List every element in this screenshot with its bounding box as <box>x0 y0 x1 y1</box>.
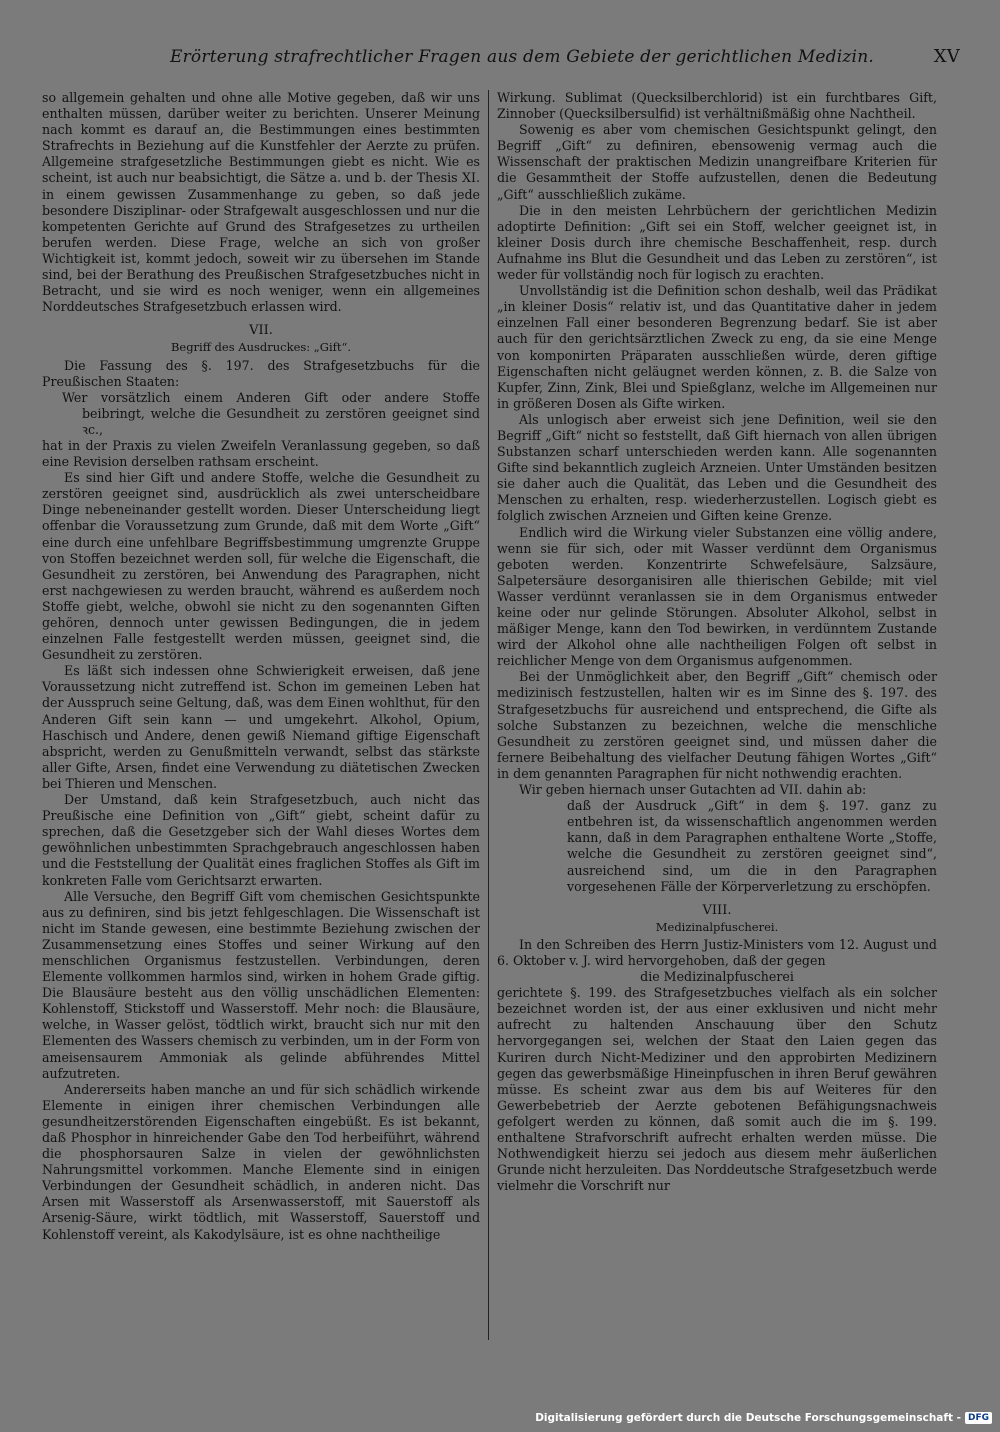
paragraph: hat in der Praxis zu vielen Zweifeln Veranlassung gegeben, so daß eine Revision derselben rathsam erscheint. <box>42 437 480 470</box>
paragraph: Endlich wird die Wirkung vieler Substanzen eine völlig andere, wenn sie für sich, oder mit Wasser verdünnt dem Organismus geboten werden. Konzentrirte Schwefelsäure, Salzsäure, Salpetersäure desorganisiren alle thierischen Gebilde; mit viel Wasser verdünnt veranlassen sie in dem Organismus entweder keine oder nur gelinde Störungen. Absoluter Alkohol, selbst in mäßiger Menge, kann den Tod bewirken, in verdünntem Zustande wird der Alkohol ohne alle nachtheiligen Folgen oft selbst in reichlicher Menge von dem Organismus aufgenommen. <box>497 524 937 669</box>
paragraph: Sowenig es aber vom chemischen Gesichtspunkt gelingt, den Begriff „Gift“ zu definiren, ebensowenig vermag auch die Wissenschaft der praktischen Medizin unangreifbare Kriterien für die Gesammtheit der Stoffe aufzustellen, denen die Bedeutung „Gift“ ausschließlich zukäme. <box>497 122 937 202</box>
quotation: Wer vorsätzlich einem Anderen Gift oder andere Stoffe beibringt, welche die Gesundheit zu zerstören geeignet sind ꝛc., <box>62 389 480 437</box>
paragraph: Bei der Unmöglichkeit aber, den Begriff „Gift“ chemisch oder medizinisch festzustellen, halten wir es im Sinne des §. 197. des Strafgesetzbuchs für ausreichend und entsprechend, die Gifte als solche Substanzen zu bezeichnen, welche die menschliche Gesundheit zu zerstören geeignet sind, und müssen daher die fernere Beibehaltung des vielfacher Deutung fähigen Wortes „Gift“ in dem genannten Paragraphen für nicht nothwendig erachten. <box>497 669 937 781</box>
running-head <box>170 46 960 67</box>
section-number: VII. <box>249 323 273 339</box>
paragraph: Es läßt sich indessen ohne Schwierigkeit erweisen, daß jene Voraussetzung nicht zutreffend ist. Schon im gemeinen Leben hat der Ausspruch seine Geltung, daß, was dem Einen wohlthut, für den Anderen Gift sein kann — und umgekehrt. Alkohol, Opium, Haschisch und Andere, denen gewiß Niemand giftige Eigenschaft abspricht, werden zu Genußmitteln verwandt, selbst das stärkste aller Gifte, Arsen, findet eine Verwendung zu diätetischen Zwecken bei Thieren und Menschen. <box>42 663 480 791</box>
paragraph: Wir geben hiernach unser Gutachten ad VII. dahin ab: <box>519 782 867 798</box>
paragraph: gerichtete §. 199. des Strafgesetzbuches vielfach als ein solcher bezeichnet worden ist, der aus einer exklusiven und nicht mehr aufrecht zu haltenden Anschauung über den Schutz hervorgegangen sei, welchen der Staat den Laien gegen das Kuriren durch Nicht-Mediziner und den approbirten Medizinern gegen das gewerbsmäßige Hineinpfuschen in ihren Beruf gewähren müsse. Es scheint zwar aus dem bis auf Weiteres für den Gewerbebetrieb der Aerzte gebotenen Befähigungsnachweis gefolgert werden zu können, daß somit auch die im §. 199. enthaltene Strafvorschrift aufrecht erhalten werden müsse. Die Nothwendigkeit hierzu sei jedoch aus diesem mehr äußerlichen Grunde nicht herzuleiten. Das Norddeutsche Strafgesetzbuch werde vielmehr die Vorschrift nur <box>497 985 937 1194</box>
paragraph: Als unlogisch aber erweist sich jene Definition, weil sie den Begriff „Gift“ nicht so feststellt, daß Gift hiernach von allen übrigen Substanzen scharf unterschieden werden kann. Alle sogenannten Gifte sind bekanntlich zugleich Arzneien. Unter Umständen besitzen sie daher auch die Qualität, das Leben und die Gesundheit des Menschen zu erhalten, resp. wiederherzustellen. Logisch giebt es folglich zwischen Arzneien und Giften keine Grenze. <box>497 411 937 524</box>
paragraph: Alle Versuche, den Begriff Gift vom chemischen Gesichtspunkte aus zu definiren, sind bis jetzt fehlgeschlagen. Die Wissenschaft ist nicht im Stande gewesen, eine bestimmte Beziehung zwischen der Zusammensetzung eines Stoffes und seiner Wirkung auf den menschlichen Organismus festzustellen. Verbindungen, deren Elemente vollkommen harmlos sind, wirken in hohem Grade giftig. Die Blausäure besteht aus den völlig unschädlichen Elementen: Kohlenstoff, Stickstoff und Wasserstoff. Mehr noch: die Blausäure, welche, in Wasser gelöst, tödtlich wirkt, braucht sich nur mit den Elementen des Wassers chemisch zu verbinden, um in der Form von ameisensaurem Ammoniak als gelinde abführendes Mittel aufzutreten. <box>42 888 480 1081</box>
column-divider <box>488 90 489 1340</box>
left-column <box>42 90 480 1243</box>
running-title: Erörterung strafrechtlicher Fragen aus dem Gebiete der gerichtlichen Medizin. <box>170 47 874 67</box>
paragraph: In den Schreiben des Herrn Justiz-Ministers vom 12. August und 6. Oktober v. J. wird hervorgehoben, daß der gegen <box>497 936 937 968</box>
centered-heading-line: die Medizinalpfuscherei <box>640 969 794 985</box>
digitization-credit <box>535 1412 992 1424</box>
opinion-text: daß der Ausdruck „Gift“ in dem §. 197. ganz zu entbehren ist, da wissenschaftlich angenommen werden kann, daß in dem Paragraphen enthaltene Worte „Stoffe, welche die Gesundheit zu zerstören geeignet sind“, ausreichend sind, um die in den Paragraphen vorgesehenen Fälle der Körperverletzung zu erschöpfen. <box>567 798 937 894</box>
paragraph: Wirkung. Sublimat (Quecksilberchlorid) ist ein furchtbares Gift, Zinnober (Quecksilbersulfid) ist verhältnißmäßig ohne Nachtheil. <box>497 90 937 122</box>
paragraph: Unvollständig ist die Definition schon deshalb, weil das Prädikat „in kleiner Dosis“ relativ ist, und das Quantitative daher in jedem einzelnen Fall einer besonderen Begrenzung bedarf. Sie ist aber auch für den gerichtsärztlichen Zweck zu eng, da sie eine Menge von komponirten Präparaten ausschließen würde, deren giftige Eigenschaften nicht geläugnet werden können, z. B. die Salze von Kupfer, Zinn, Zink, Blei und Spießglanz, welche im Allgemeinen nur in größeren Dosen als Gifte wirken. <box>497 283 937 411</box>
page-number: XV <box>933 46 960 67</box>
section-number: VIII. <box>702 902 732 918</box>
paragraph: Der Umstand, daß kein Strafgesetzbuch, auch nicht das Preußische eine Definition von „Gift“ giebt, scheint dafür zu sprechen, daß die Gesetzgeber sich der Wahl dieses Wortes dem gewöhnlichen unbestimmten Sprachgebrauch angeschlossen haben und die Feststellung der Qualität eines fraglichen Stoffes als Gift im konkreten Falle vom Gerichtsarzt erwarten. <box>42 792 480 888</box>
paragraph: Es sind hier Gift und andere Stoffe, welche die Gesundheit zu zerstören geeignet sind, ausdrücklich als zwei unterscheidbare Dinge nebeneinander gestellt worden. Dieser Unterscheidung liegt offenbar die Voraussetzung zum Grunde, daß mit dem Worte „Gift“ eine durch eine unfehlbare Begriffsbestimmung umgrenzte Gruppe von Stoffen bezeichnet werden soll, für welche die Eigenschaft, die Gesundheit zu zerstören, bei Anwendung des Paragraphen, nicht erst nachgewiesen zu werden braucht, während es außerdem noch Stoffe giebt, welche, obwohl sie nicht zu den sogenannten Giften gehören, dennoch unter gewissen Bedingungen, die in jedem einzelnen Falle festgestellt werden müssen, geeignet sind, die Gesundheit zu zerstören. <box>42 470 480 663</box>
section-title: Begriff des Ausdruckes: „Gift“. <box>170 340 352 355</box>
paragraph: Die Fassung des §. 197. des Strafgesetzbuchs für die Preußischen Staaten: <box>42 357 480 389</box>
dfg-logo: DFG <box>965 1412 992 1424</box>
paragraph: Die in den meisten Lehrbüchern der gerichtlichen Medizin adoptirte Definition: „Gift sei ein Stoff, welcher geeignet ist, in kleiner Dosis durch ihre chemische Beschaffenheit, resp. durch Aufnahme ins Blut die Gesundheit und das Leben zu zerstören“, ist weder für vollständig noch für logisch zu erachten. <box>497 202 937 283</box>
section-title: Medizinalpfuscherei. <box>655 919 779 934</box>
paragraph: Andererseits haben manche an und für sich schädlich wirkende Elemente in einigen ihrer chemischen Verbindungen alle gesundheitzerstörenden Eigenschaften eingebüßt. Es ist bekannt, daß Phosphor in hinreichender Gabe den Tod herbeiführt, während die phosphorsauren Salze in vielen der gewöhnlichsten Nahrungsmittel vorkommen. Manche Elemente sind in einigen Verbindungen der Gesundheit schädlich, in anderen nicht. Das Arsen mit Wasserstoff als Arsenwasserstoff, mit Sauerstoff als Arsenig-Säure, wirkt tödtlich, mit Wasserstoff, Sauerstoff und Kohlenstoff vereint, als Kakodylsäure, ist es ohne nachtheilige <box>42 1081 480 1242</box>
paragraph: so allgemein gehalten und ohne alle Motive gegeben, daß wir uns enthalten müssen, darüber weiter zu berichten. Unserer Meinung nach kommt es darauf an, die Bestimmungen eines bestimmten Strafrechts in Beziehung auf die Kunstfehler der Aerzte zu prüfen. Allgemeine strafgesetzliche Bestimmungen giebt es nicht. Wie es scheint, ist auch nur beabsichtigt, die Sätze a. und b. der Thesis XI. in einem gewissen Zusammenhange zu geben, so daß jede besondere Disziplinar- oder Strafgewalt ausgeschlossen und nur die kompetenten Gerichte auf Grund des Strafgesetzes zu urtheilen berufen werden. Diese Frage, welche an sich von großer Wichtigkeit ist, kommt jedoch, soweit wir zu übersehen im Stande sind, bei der Berathung des Preußischen Strafgesetzbuches nicht in Betracht, und sie wird es noch weniger, wenn ein allgemeines Norddeutsches Strafgesetzbuch erlassen wird. <box>42 90 480 315</box>
right-column <box>497 90 937 1194</box>
credit-text: Digitalisierung gefördert durch die Deutsche Forschungsgemeinschaft - <box>535 1412 961 1424</box>
page <box>30 26 975 1396</box>
